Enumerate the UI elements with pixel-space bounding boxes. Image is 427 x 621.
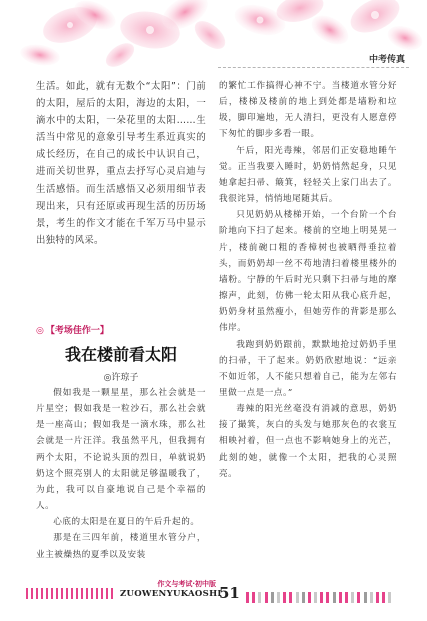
article-paragraph: 午后，阳光毒辣，邻居们正安稳地睡午觉。正当我要入睡时，奶奶悄然起身，只见她拿起扫帚、簸箕，轻轻关上家门出去了。我很诧异，悄悄地尾随其后。	[219, 145, 397, 205]
footer-brand	[120, 579, 222, 599]
article-paragraph: 心底的太阳是在夏日的午后升起的。	[53, 517, 200, 528]
footer-stripe-left	[26, 588, 114, 599]
commentary-paragraph: 生活。如此，就有无数个“太阳”：门前的太阳，屋后的太阳，海边的太阳，一滴水中的太阳，一朵花里的太阳……生活当中常见的意象引导考生系近真实的成长经历，在自己的成长中认识自己，进而关切世界，重点去抒写心灵启迪与生活感悟。而生活感悟又必须用细节表现出来，只有还原或再现生活的历历场景，考生的作文才能在千军万马中显示出独特的风采。	[36, 81, 206, 246]
commentary-column	[36, 78, 206, 249]
section-tag-text: 【考场佳作一】	[45, 326, 109, 336]
section-tag	[36, 323, 109, 336]
article-paragraph: 只见奶奶从楼梯开始，一个台阶一个台阶地向下扫了起来。楼前的空地上明晃晃一片，楼前碗口粗的香樟树也被晒得垂拉着头，而奶奶却一丝不苟地清扫着楼里楼外的墙粉。宁静的午后时光只剩下扫帚与地的摩擦声，此刻，仿佛一轮太阳从我心底升起，奶奶身材虽然瘦小，但她劳作的背影是那么伟岸。	[219, 210, 397, 334]
circle-dot-icon: ◎	[36, 326, 44, 336]
header-divider	[218, 67, 409, 68]
page-number: 51	[219, 584, 240, 602]
article-title: 我在楼前看太阳	[64, 345, 177, 364]
article-body-right	[219, 78, 397, 482]
article-author: ◎许琼子	[103, 373, 139, 383]
brand-english: ZUOWENYUKAOSHI	[120, 589, 222, 599]
article-paragraph: 毒辣的阳光丝毫没有消减的意思，奶奶接了撮箕，灰白的头发与她那灰色的衣裳互相映衬着，但一点也不影响她身上的光芒，此刻的她，就像一个太阳，把我的心灵照亮。	[219, 404, 397, 479]
article-body-left	[36, 385, 206, 563]
article-paragraph: 的繁忙工作搞得心神不宁。当楼道水管分好后，楼梯及楼前的地上到处都是墙粉和垃圾，脚印遍地，无人清扫，更没有人愿意停下匆忙的脚步多看一眼。	[219, 81, 397, 140]
article-paragraph: 我跑到奶奶跟前，默默地抢过奶奶手里的扫帚，干了起来。奶奶欣慰地说：“远亲不如近邻，人不能只想着自己，能为左邻右里做一点是一点。”	[219, 339, 397, 398]
article-paragraph: 那是在三四年前，楼道里水管分户，业主被燥热的夏季以及安装	[36, 533, 206, 560]
brand-chinese: 作文与考试·初中版	[157, 580, 216, 588]
article-paragraph: 假如我是一颗星星，那么社会就是一片星空；假如我是一粒沙石，那么社会就是一座高山；假如我是一滴水珠，那么社会就是一片汪洋。我虽然平凡，但我拥有两个太阳，不论说头顶的烈日，单就说奶奶这个照亮别人的太阳就足够温暖我了，为此，我可以自豪地说自己是个幸福的人。	[36, 388, 206, 512]
section-label: 中考传真	[368, 55, 405, 65]
footer-stripe-right	[246, 588, 395, 607]
